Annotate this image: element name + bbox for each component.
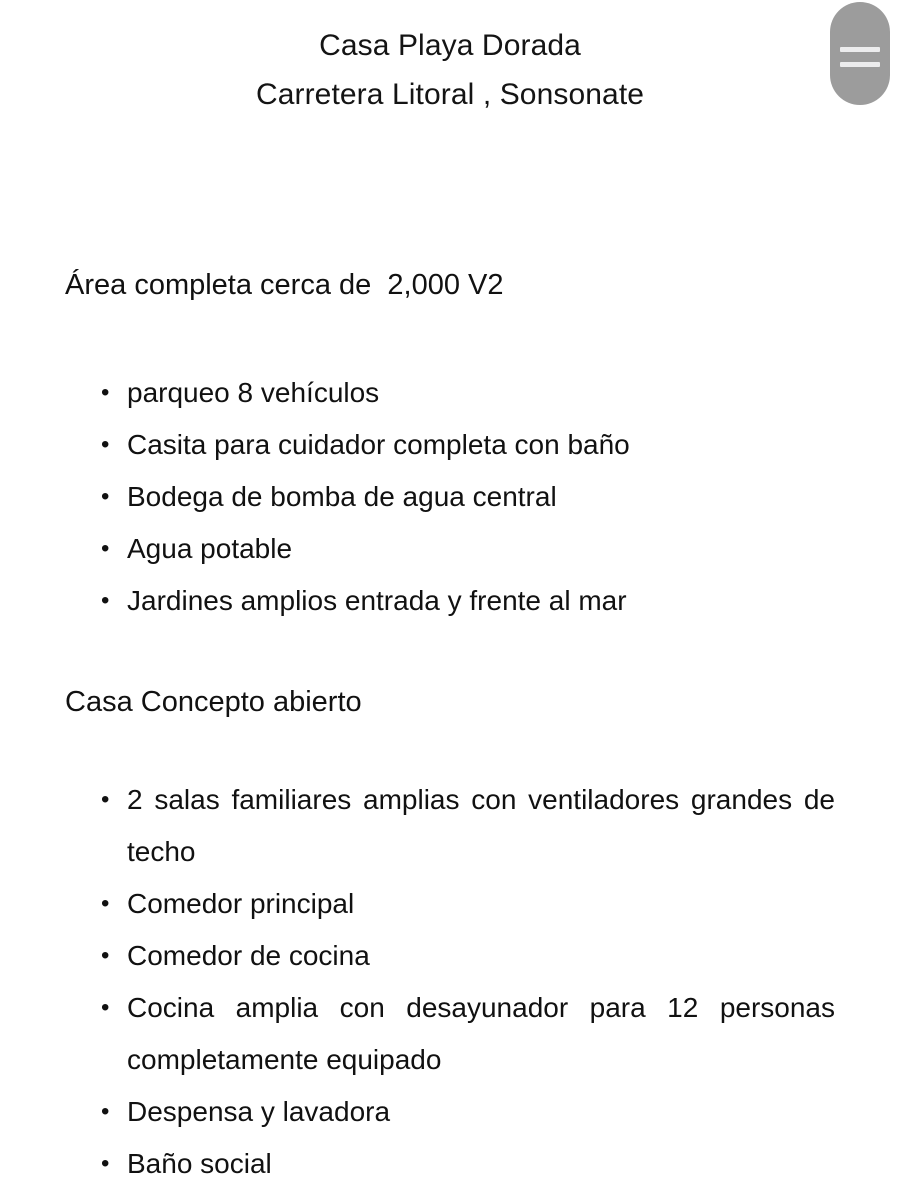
concept-heading: Casa Concepto abierto <box>65 686 362 718</box>
exterior-features-list <box>65 367 835 627</box>
list-item: • Baño social <box>65 1138 835 1190</box>
title-line-1: Casa Playa Dorada <box>319 29 581 62</box>
list-item: • Comedor principal <box>65 878 835 930</box>
list-item: • Casita para cuidador completa con baño <box>65 419 835 471</box>
area-heading: Área completa cerca de 2,000 V2 <box>65 269 504 301</box>
list-item: • Despensa y lavadora <box>65 1086 835 1138</box>
list-item: • Comedor de cocina <box>65 930 835 982</box>
title-line-2: Carretera Litoral , Sonsonate <box>255 78 645 111</box>
menu-button[interactable] <box>830 2 890 105</box>
document-body <box>65 265 835 1190</box>
spacer <box>65 722 835 774</box>
interior-features-list <box>65 774 835 1190</box>
list-item-text: • Cocina amplia con desayunador para 12 personas completamente equipado <box>127 992 835 1075</box>
list-item: • Agua potable <box>65 523 835 575</box>
hamburger-menu-icon-bar-1 <box>840 47 880 52</box>
page-title <box>0 21 900 119</box>
spacer <box>65 627 835 682</box>
list-item <box>65 774 835 878</box>
list-item: • parqueo 8 vehículos <box>65 367 835 419</box>
spacer <box>65 305 835 367</box>
list-item: • Jardines amplios entrada y frente al mar <box>65 575 835 627</box>
list-item: • Bodega de bomba de agua central <box>65 471 835 523</box>
list-item-text: • 2 salas familiares amplias con ventiladores grandes de techo <box>127 784 835 867</box>
hamburger-menu-icon-bar-2 <box>840 62 880 67</box>
list-item <box>65 982 835 1086</box>
